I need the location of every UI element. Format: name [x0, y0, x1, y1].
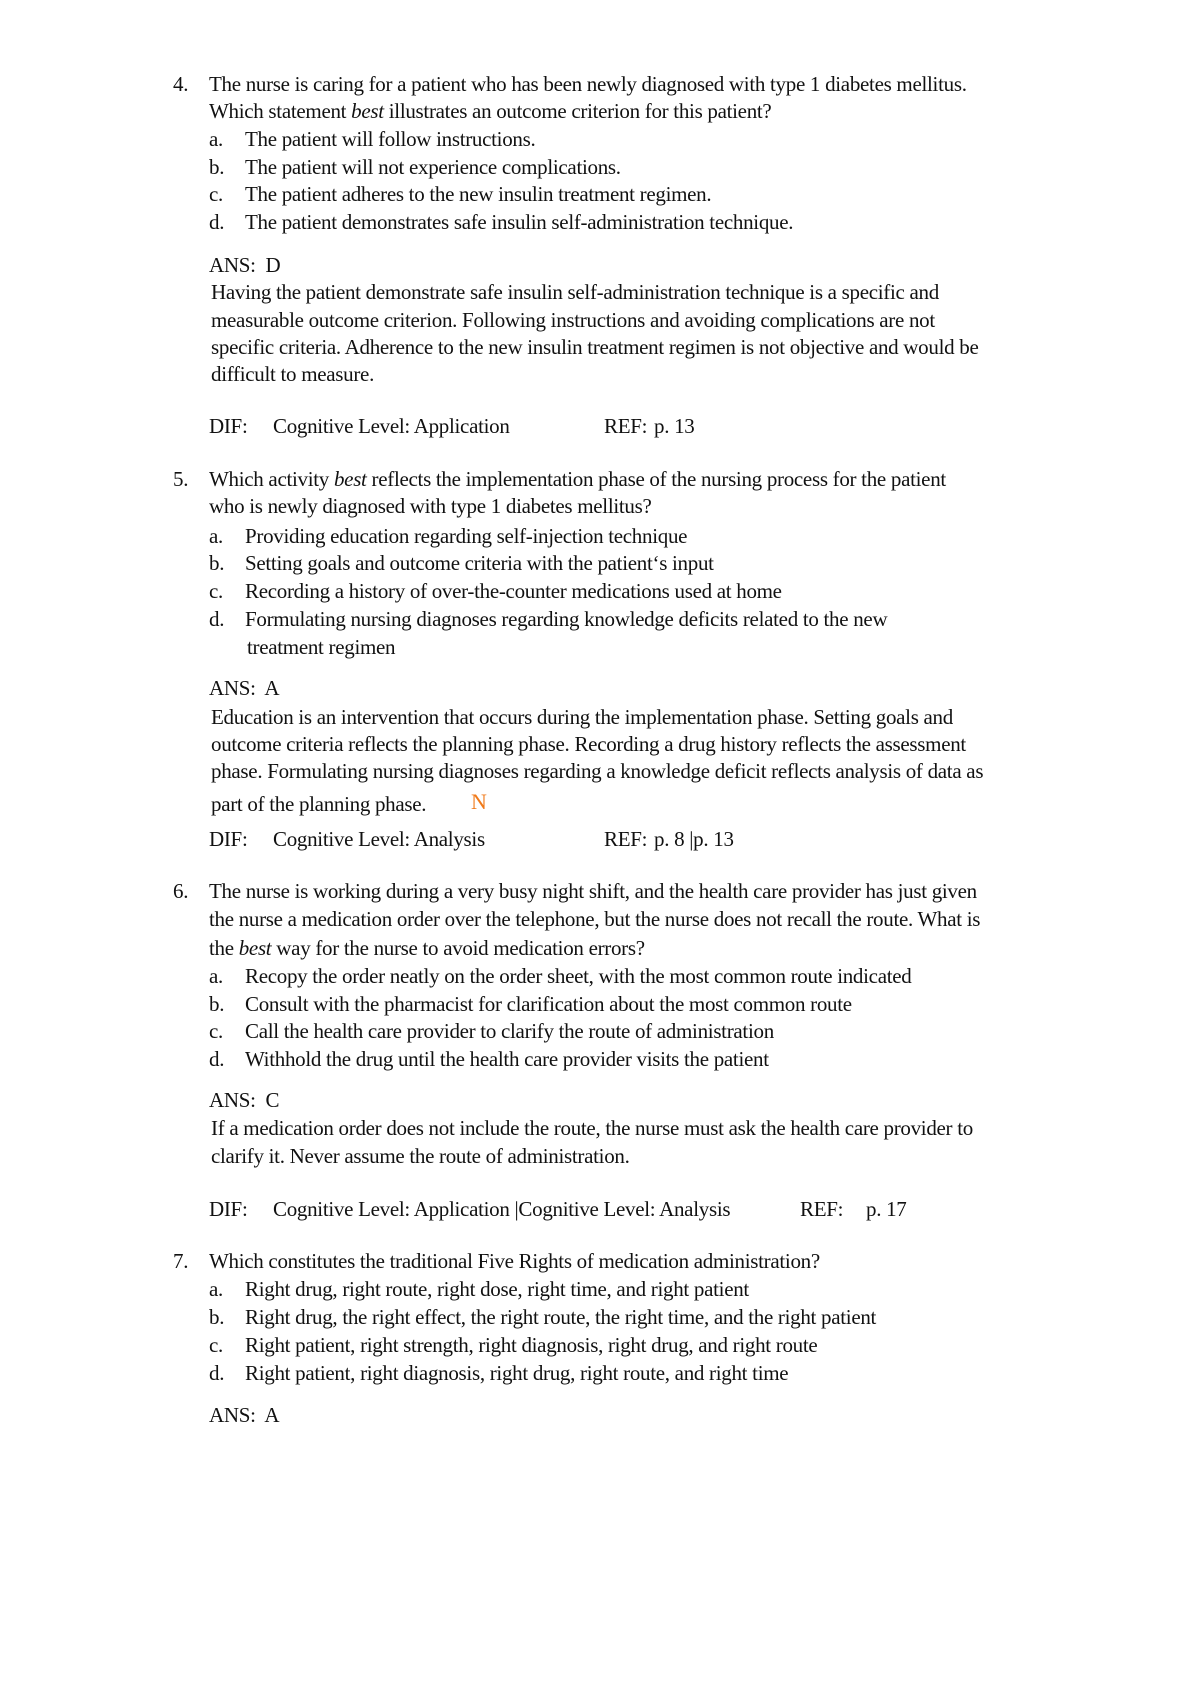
reference-label: REF: [604, 414, 648, 438]
option-letter: d. [209, 607, 225, 631]
question-stem-line [209, 99, 771, 124]
stem-text: Which statement [209, 99, 352, 123]
option-text: Right drug, right route, right dose, right time, and right patient [245, 1277, 749, 1301]
answer-key: ANS: C [209, 1088, 280, 1112]
answer-key: ANS: A [209, 1403, 280, 1427]
option-text: Recopy the order neatly on the order sheet, with the most common route indicated [245, 964, 912, 988]
question-number: 5. [173, 467, 189, 491]
option-letter: a. [209, 127, 223, 151]
reference-value: p. 8 |p. 13 [654, 827, 734, 851]
option-text: Formulating nursing diagnoses regarding knowledge deficits related to the new [245, 607, 888, 631]
rationale-line: Having the patient demonstrate safe insulin self-administration technique is a specific and [211, 280, 939, 304]
annotation-mark: N [471, 789, 487, 814]
question-stem-line [209, 72, 967, 97]
difficulty-label: DIF: [209, 1197, 248, 1221]
difficulty-value: Cognitive Level: Application [273, 414, 510, 438]
stem-text: The nurse is working during a very busy night shift, and the health care provider has just given [209, 879, 977, 903]
emphasis-text: best [351, 99, 384, 123]
question-stem-line [209, 494, 652, 519]
stem-text: The nurse is caring for a patient who has been newly diagnosed with type 1 diabetes mellitus. [209, 72, 967, 96]
emphasis-text: best [333, 467, 367, 491]
question-stem-line [209, 907, 980, 932]
option-text: The patient will follow instructions. [245, 127, 536, 151]
reference-label: REF: [800, 1197, 844, 1221]
stem-text: Which constitutes the traditional Five Rights of medication administration? [209, 1249, 820, 1273]
difficulty-label: DIF: [209, 414, 248, 438]
option-letter: a. [209, 964, 223, 988]
option-text: Withhold the drug until the health care provider visits the patient [245, 1047, 769, 1071]
option-text: The patient adheres to the new insulin treatment regimen. [245, 182, 712, 206]
stem-text: way for the nurse to avoid medication errors? [271, 936, 645, 960]
rationale-line: measurable outcome criterion. Following instructions and avoiding complications are not [211, 308, 935, 332]
option-text: Setting goals and outcome criteria with the patient‘s input [245, 551, 714, 575]
answer-key: ANS: A [209, 676, 280, 700]
stem-text: the nurse a medication order over the telephone, but the nurse does not recall the route. What is [209, 907, 981, 931]
difficulty-value: Cognitive Level: Application |Cognitive Level: Analysis [273, 1197, 731, 1221]
option-letter: c. [209, 579, 223, 603]
stem-text: who is newly diagnosed with type 1 diabetes mellitus? [209, 494, 652, 518]
option-letter: c. [209, 1019, 223, 1043]
option-letter: b. [209, 1305, 225, 1329]
rationale-line: specific criteria. Adherence to the new insulin treatment regimen is not objective and would be [211, 335, 979, 359]
rationale-line: part of the planning phase. [211, 792, 427, 816]
answer-key: ANS: D [209, 253, 281, 277]
difficulty-value: Cognitive Level: Analysis [273, 827, 485, 851]
option-letter: d. [209, 1047, 225, 1071]
question-stem-line [209, 1249, 820, 1274]
option-text: treatment regimen [247, 635, 396, 659]
rationale-line: clarify it. Never assume the route of administration. [211, 1144, 630, 1168]
question-stem-line [209, 879, 977, 904]
option-text: Call the health care provider to clarify the route of administration [245, 1019, 774, 1043]
option-text: Right drug, the right effect, the right route, the right time, and the right patient [245, 1305, 877, 1329]
option-letter: a. [209, 1277, 223, 1301]
option-text: Recording a history of over-the-counter medications used at home [245, 579, 782, 603]
stem-text: reflects the implementation phase of the nursing process for the patient [366, 467, 946, 491]
emphasis-text: best [238, 936, 272, 960]
question-stem-line [209, 936, 645, 961]
option-text: The patient will not experience complications. [245, 155, 621, 179]
rationale-line: If a medication order does not include the route, the nurse must ask the health care provider to [211, 1116, 973, 1140]
rationale-line: outcome criteria reflects the planning phase. Recording a drug history reflects the assessment [211, 732, 966, 756]
option-letter: a. [209, 524, 223, 548]
option-text: The patient demonstrates safe insulin self-administration technique. [245, 210, 794, 234]
reference-value: p. 17 [866, 1197, 907, 1221]
reference-label: REF: [604, 827, 648, 851]
stem-text: the [209, 936, 239, 960]
reference-value: p. 13 [654, 414, 695, 438]
option-letter: d. [209, 210, 225, 234]
option-letter: c. [209, 1333, 223, 1357]
rationale-line: phase. Formulating nursing diagnoses regarding a knowledge deficit reflects analysis of data as [211, 759, 984, 783]
option-text: Providing education regarding self-injection technique [245, 524, 688, 548]
rationale-line: difficult to measure. [211, 362, 375, 386]
stem-text: Which activity [209, 467, 334, 491]
rationale-line: Education is an intervention that occurs during the implementation phase. Setting goals and [211, 705, 953, 729]
option-text: Right patient, right strength, right diagnosis, right drug, and right route [245, 1333, 818, 1357]
option-letter: b. [209, 992, 225, 1016]
option-text: Right patient, right diagnosis, right drug, right route, and right time [245, 1361, 789, 1385]
question-stem-line [209, 467, 946, 492]
option-letter: c. [209, 182, 223, 206]
option-letter: d. [209, 1361, 225, 1385]
stem-text: illustrates an outcome criterion for this patient? [383, 99, 772, 123]
option-letter: b. [209, 551, 225, 575]
difficulty-label: DIF: [209, 827, 248, 851]
option-text: Consult with the pharmacist for clarification about the most common route [245, 992, 852, 1016]
question-number: 4. [173, 72, 189, 96]
option-letter: b. [209, 155, 225, 179]
question-number: 7. [173, 1249, 189, 1273]
question-number: 6. [173, 879, 189, 903]
